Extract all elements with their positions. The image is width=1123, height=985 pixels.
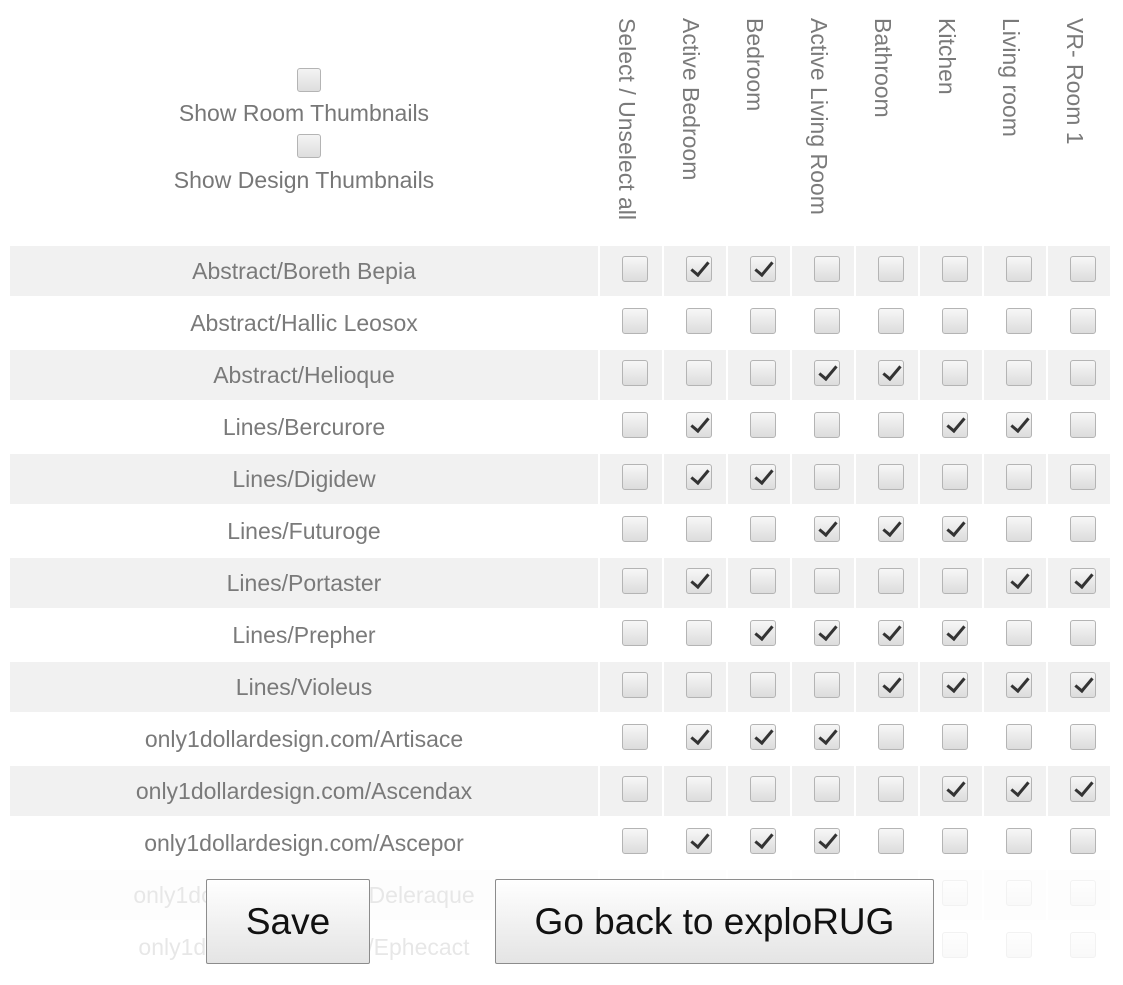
- checkbox-cell: [1048, 558, 1110, 608]
- room-checkbox[interactable]: [622, 568, 648, 594]
- room-checkbox[interactable]: [878, 568, 904, 594]
- checkbox-cell: [1048, 350, 1110, 400]
- checkbox-cell: [600, 402, 662, 452]
- room-checkbox[interactable]: [1006, 568, 1032, 594]
- room-checkbox[interactable]: [942, 464, 968, 490]
- checkbox-cell: [600, 350, 662, 400]
- room-checkbox[interactable]: [878, 672, 904, 698]
- room-checkbox[interactable]: [686, 412, 712, 438]
- room-checkbox[interactable]: [878, 360, 904, 386]
- table-row: [10, 506, 1111, 556]
- room-checkbox[interactable]: [814, 672, 840, 698]
- room-checkbox[interactable]: [878, 776, 904, 802]
- checkbox-cell: [664, 246, 726, 296]
- checkbox-cell: [920, 506, 982, 556]
- room-checkbox[interactable]: [1070, 672, 1096, 698]
- room-checkbox[interactable]: [814, 516, 840, 542]
- room-checkbox[interactable]: [1070, 568, 1096, 594]
- checkbox-cell: [984, 402, 1046, 452]
- room-checkbox[interactable]: [622, 620, 648, 646]
- checkbox-cell: [1048, 506, 1110, 556]
- checkbox-cell: [920, 558, 982, 608]
- room-checkbox[interactable]: [878, 620, 904, 646]
- show-design-thumbnails-label: Show Design Thumbnails: [173, 167, 435, 193]
- room-checkbox[interactable]: [686, 464, 712, 490]
- room-checkbox[interactable]: [1070, 412, 1096, 438]
- room-checkbox[interactable]: [686, 516, 712, 542]
- checkbox-cell: [600, 714, 662, 764]
- room-checkbox[interactable]: [750, 464, 776, 490]
- checkbox-cell: [664, 298, 726, 348]
- checkbox-cell: [728, 298, 790, 348]
- checkbox-cell: [728, 610, 790, 660]
- checkbox-cell: [984, 662, 1046, 712]
- room-checkbox[interactable]: [814, 620, 840, 646]
- table-row: [10, 558, 1111, 608]
- room-checkbox[interactable]: [878, 412, 904, 438]
- checkbox-cell: [792, 246, 854, 296]
- column-header-kitchen: Kitchen: [934, 18, 960, 95]
- room-checkbox[interactable]: [942, 724, 968, 750]
- checkbox-cell: [920, 662, 982, 712]
- room-checkbox[interactable]: [878, 256, 904, 282]
- checkbox-cell: [920, 246, 982, 296]
- checkbox-cell: [856, 662, 918, 712]
- checkbox-cell: [1048, 402, 1110, 452]
- column-header-vr-room-1: VR- Room 1: [1062, 18, 1088, 145]
- checkbox-cell: [792, 766, 854, 816]
- room-checkbox[interactable]: [1006, 412, 1032, 438]
- column-header-bathroom: Bathroom: [870, 18, 896, 118]
- design-name: only1dollardesign.com/Ascendax: [10, 766, 598, 816]
- room-checkbox[interactable]: [814, 776, 840, 802]
- checkbox-cell: [792, 662, 854, 712]
- room-checkbox[interactable]: [750, 620, 776, 646]
- checkbox-cell: [984, 350, 1046, 400]
- room-checkbox[interactable]: [622, 516, 648, 542]
- room-checkbox[interactable]: [814, 360, 840, 386]
- room-checkbox[interactable]: [942, 256, 968, 282]
- checkbox-cell: [1048, 454, 1110, 504]
- room-checkbox[interactable]: [878, 464, 904, 490]
- design-name: Lines/Futuroge: [227, 518, 381, 544]
- table-row: [10, 350, 1111, 400]
- room-checkbox[interactable]: [686, 568, 712, 594]
- room-checkbox[interactable]: [942, 620, 968, 646]
- checkbox-cell: [920, 298, 982, 348]
- room-checkbox[interactable]: [750, 360, 776, 386]
- checkbox-cell: [664, 766, 726, 816]
- room-checkbox[interactable]: [622, 724, 648, 750]
- room-checkbox[interactable]: [878, 308, 904, 334]
- room-checkbox[interactable]: [1006, 256, 1032, 282]
- room-checkbox[interactable]: [686, 724, 712, 750]
- checkbox-cell: [984, 454, 1046, 504]
- room-checkbox[interactable]: [750, 776, 776, 802]
- checkbox-cell: [856, 298, 918, 348]
- save-button[interactable]: Save: [206, 879, 370, 964]
- room-checkbox[interactable]: [622, 464, 648, 490]
- checkbox-cell: [600, 558, 662, 608]
- table-row: [10, 402, 1111, 452]
- room-checkbox[interactable]: [750, 308, 776, 334]
- design-name: Lines/Portaster: [10, 558, 598, 608]
- room-checkbox[interactable]: [814, 308, 840, 334]
- room-checkbox[interactable]: [814, 828, 840, 854]
- checkbox-cell: [920, 610, 982, 660]
- checkbox-cell: [792, 610, 854, 660]
- column-header-active-bedroom: Active Bedroom: [678, 18, 704, 181]
- checkbox-cell: [856, 506, 918, 556]
- room-checkbox[interactable]: [814, 568, 840, 594]
- checkbox-cell: [856, 714, 918, 764]
- room-checkbox[interactable]: [750, 568, 776, 594]
- checkbox-cell: [600, 246, 662, 296]
- checkbox-cell: [728, 714, 790, 764]
- room-checkbox[interactable]: [814, 412, 840, 438]
- room-checkbox[interactable]: [942, 412, 968, 438]
- room-checkbox[interactable]: [1070, 360, 1096, 386]
- room-checkbox[interactable]: [1070, 776, 1096, 802]
- checkbox-cell: [728, 246, 790, 296]
- checkbox-cell: [1048, 662, 1110, 712]
- room-checkbox[interactable]: [878, 724, 904, 750]
- design-name: Abstract/Boreth Bepia: [10, 246, 598, 296]
- checkbox-cell: [920, 454, 982, 504]
- checkbox-cell: [728, 402, 790, 452]
- checkbox-cell: [664, 506, 726, 556]
- room-checkbox[interactable]: [686, 776, 712, 802]
- column-header-living-room: Living room: [998, 18, 1024, 137]
- design-name: Lines/Violeus: [10, 662, 598, 712]
- room-checkbox[interactable]: [750, 828, 776, 854]
- room-checkbox[interactable]: [622, 412, 648, 438]
- checkbox-cell: [920, 402, 982, 452]
- show-room-thumbnails-label: Show Room Thumbnails: [178, 100, 430, 126]
- room-checkbox[interactable]: [1006, 464, 1032, 490]
- room-checkbox[interactable]: [814, 464, 840, 490]
- checkbox-cell: [664, 402, 726, 452]
- room-checkbox[interactable]: [942, 672, 968, 698]
- checkbox-cell: [856, 558, 918, 608]
- room-checkbox[interactable]: [878, 828, 904, 854]
- room-checkbox[interactable]: [622, 828, 648, 854]
- room-checkbox[interactable]: [942, 360, 968, 386]
- checkbox-cell: [984, 714, 1046, 764]
- checkbox-cell: [600, 610, 662, 660]
- room-checkbox[interactable]: [686, 256, 712, 282]
- room-checkbox[interactable]: [622, 360, 648, 386]
- checkbox-cell: [920, 350, 982, 400]
- room-checkbox[interactable]: [1070, 516, 1096, 542]
- room-checkbox[interactable]: [686, 828, 712, 854]
- checkbox-cell: [856, 402, 918, 452]
- show-design-thumbnails-checkbox[interactable]: [297, 134, 321, 158]
- room-checkbox[interactable]: [1070, 724, 1096, 750]
- column-header-bedroom: Bedroom: [742, 18, 768, 112]
- checkbox-cell: [984, 246, 1046, 296]
- checkbox-cell: [984, 298, 1046, 348]
- design-name: only1dollardesign.com/Ascepor: [144, 830, 464, 856]
- room-checkbox[interactable]: [814, 724, 840, 750]
- room-checkbox[interactable]: [686, 360, 712, 386]
- room-checkbox[interactable]: [1006, 360, 1032, 386]
- room-checkbox[interactable]: [750, 516, 776, 542]
- design-name: Lines/Prepher: [232, 622, 376, 648]
- checkbox-cell: [600, 766, 662, 816]
- room-checkbox[interactable]: [942, 568, 968, 594]
- checkbox-cell: [920, 714, 982, 764]
- checkbox-cell: [600, 298, 662, 348]
- room-checkbox[interactable]: [686, 620, 712, 646]
- room-checkbox[interactable]: [686, 672, 712, 698]
- table-row: [10, 662, 1111, 712]
- table-row: [10, 766, 1111, 816]
- checkbox-cell: [1048, 766, 1110, 816]
- table-row: [10, 454, 1111, 504]
- checkbox-cell: [664, 662, 726, 712]
- checkbox-cell: [600, 506, 662, 556]
- room-checkbox[interactable]: [1006, 516, 1032, 542]
- checkbox-cell: [984, 610, 1046, 660]
- checkbox-cell: [856, 246, 918, 296]
- checkbox-cell: [1048, 246, 1110, 296]
- checkbox-cell: [1048, 610, 1110, 660]
- room-checkbox[interactable]: [622, 776, 648, 802]
- design-name: only1dollardesign.com/Artisace: [144, 726, 464, 752]
- room-checkbox[interactable]: [942, 776, 968, 802]
- go-back-to-explorug-button[interactable]: Go back to exploRUG: [495, 879, 934, 964]
- checkbox-cell: [728, 350, 790, 400]
- room-checkbox[interactable]: [622, 256, 648, 282]
- room-checkbox[interactable]: [1070, 620, 1096, 646]
- room-checkbox[interactable]: [1070, 828, 1096, 854]
- room-checkbox[interactable]: [814, 256, 840, 282]
- checkbox-cell: [600, 454, 662, 504]
- column-header-active-living-room: Active Living Room: [806, 18, 832, 215]
- checkbox-cell: [728, 454, 790, 504]
- checkbox-cell: [728, 662, 790, 712]
- table-row: [10, 246, 1111, 296]
- checkbox-cell: [728, 766, 790, 816]
- room-checkbox[interactable]: [750, 256, 776, 282]
- room-checkbox[interactable]: [942, 828, 968, 854]
- design-name: Lines/Bercurore: [222, 414, 386, 440]
- checkbox-cell: [792, 402, 854, 452]
- checkbox-cell: [728, 506, 790, 556]
- checkbox-cell: [792, 714, 854, 764]
- room-checkbox[interactable]: [1006, 308, 1032, 334]
- checkbox-cell: [984, 558, 1046, 608]
- checkbox-cell: [664, 714, 726, 764]
- room-checkbox[interactable]: [1006, 776, 1032, 802]
- show-room-thumbnails-checkbox[interactable]: [297, 68, 321, 92]
- checkbox-cell: [792, 454, 854, 504]
- checkbox-cell: [664, 558, 726, 608]
- checkbox-cell: [792, 506, 854, 556]
- room-checkbox[interactable]: [1070, 256, 1096, 282]
- design-name: Lines/Digidew: [10, 454, 598, 504]
- checkbox-cell: [856, 766, 918, 816]
- table-row: [10, 298, 1111, 348]
- design-name: Abstract/Hallic Leosox: [190, 310, 418, 336]
- column-header-select-all[interactable]: Select / Unselect all: [614, 18, 640, 220]
- design-name: Abstract/Helioque: [10, 350, 598, 400]
- room-checkbox[interactable]: [750, 672, 776, 698]
- room-checkbox[interactable]: [1006, 620, 1032, 646]
- checkbox-cell: [984, 506, 1046, 556]
- room-checkbox[interactable]: [1070, 464, 1096, 490]
- checkbox-cell: [600, 662, 662, 712]
- room-checkbox[interactable]: [878, 516, 904, 542]
- checkbox-cell: [1048, 714, 1110, 764]
- checkbox-cell: [664, 350, 726, 400]
- room-checkbox[interactable]: [1070, 308, 1096, 334]
- room-checkbox[interactable]: [686, 308, 712, 334]
- room-checkbox[interactable]: [1006, 672, 1032, 698]
- room-checkbox[interactable]: [1006, 828, 1032, 854]
- room-checkbox[interactable]: [622, 308, 648, 334]
- checkbox-cell: [664, 454, 726, 504]
- table-row: [10, 610, 1111, 660]
- room-checkbox[interactable]: [1006, 724, 1032, 750]
- checkbox-cell: [1048, 298, 1110, 348]
- checkbox-cell: [984, 766, 1046, 816]
- room-checkbox[interactable]: [622, 672, 648, 698]
- room-checkbox[interactable]: [750, 724, 776, 750]
- table-row: [10, 714, 1111, 764]
- checkbox-cell: [792, 558, 854, 608]
- checkbox-cell: [792, 298, 854, 348]
- checkbox-cell: [856, 350, 918, 400]
- room-checkbox[interactable]: [942, 308, 968, 334]
- table-header: [0, 0, 1123, 245]
- checkbox-cell: [856, 610, 918, 660]
- checkbox-cell: [792, 350, 854, 400]
- checkbox-cell: [856, 454, 918, 504]
- room-checkbox[interactable]: [750, 412, 776, 438]
- checkbox-cell: [728, 558, 790, 608]
- room-checkbox[interactable]: [942, 516, 968, 542]
- checkbox-cell: [664, 610, 726, 660]
- checkbox-cell: [920, 766, 982, 816]
